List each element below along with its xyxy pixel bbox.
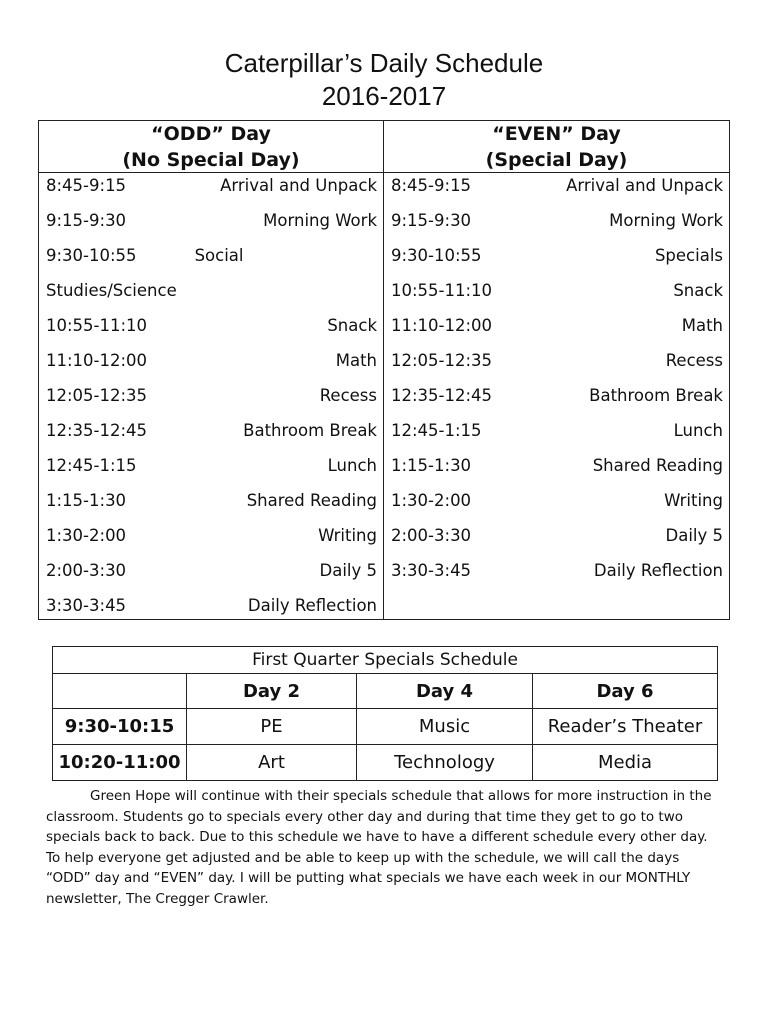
schedule-row <box>391 243 723 278</box>
specials-cell: Reader’s Theater <box>533 709 718 745</box>
schedule-activity: Social <box>194 246 244 265</box>
schedule-time: 1:15-1:30 <box>46 491 127 510</box>
schedule-time: 10:55-11:10 <box>391 281 493 300</box>
schedule-row <box>46 523 377 558</box>
schedule-time: 11:10-12:00 <box>46 351 148 370</box>
schedule-row <box>391 558 723 593</box>
odd-day-header <box>39 121 383 173</box>
specials-schedule-table <box>52 646 718 781</box>
specials-cell: Art <box>187 745 357 781</box>
specials-time-cell: 9:30-10:15 <box>53 709 187 745</box>
schedule-row <box>391 523 723 558</box>
schedule-time: 12:05-12:35 <box>391 351 493 370</box>
specials-cell: PE <box>187 709 357 745</box>
schedule-activity: Daily 5 <box>319 561 377 580</box>
schedule-activity: Recess <box>319 386 377 405</box>
page-title: Caterpillar’s Daily Schedule <box>224 48 544 78</box>
schedule-time: 2:00-3:30 <box>46 561 127 580</box>
even-day-heading: “EVEN” Day <box>492 123 621 145</box>
schedule-row <box>391 313 723 348</box>
schedule-activity: Writing <box>318 526 377 545</box>
schedule-activity: Morning Work <box>263 211 377 230</box>
odd-day-column <box>39 121 384 619</box>
specials-caption: First Quarter Specials Schedule <box>53 647 718 674</box>
schedule-row <box>391 453 723 488</box>
school-year: 2016-2017 <box>321 81 447 111</box>
schedule-activity: Bathroom Break <box>243 421 377 440</box>
schedule-time: 12:45-1:15 <box>391 421 482 440</box>
schedule-activity: Recess <box>665 351 723 370</box>
daily-schedule-table <box>38 120 730 620</box>
schedule-row <box>46 173 377 208</box>
schedule-time: 3:30-3:45 <box>391 561 472 580</box>
specials-day-header: Day 2 <box>187 674 357 709</box>
schedule-activity: Math <box>681 316 723 335</box>
schedule-row <box>46 453 377 488</box>
info-paragraph: Green Hope will continue with their specials schedule that allows for more instruction in the classroom. Students go to specials every other day and during that time they get to go to two specials back to back. Due to this schedule we have to have a different schedule every other day. To help everyone get adjusted and be able to keep up with the schedule, we will call the days “ODD” day and “EVEN” day. I will be putting what specials we have each week in our MONTHLY newsletter, The Cregger Crawler. <box>46 788 712 907</box>
schedule-time: 9:15-9:30 <box>391 211 472 230</box>
schedule-row <box>391 488 723 523</box>
specials-corner-cell <box>53 674 187 709</box>
schedule-time: 1:30-2:00 <box>391 491 472 510</box>
schedule-time: 8:45-9:15 <box>391 176 472 195</box>
schedule-activity: Shared Reading <box>592 456 723 475</box>
schedule-activity: Snack <box>673 281 723 300</box>
schedule-time: 9:30-10:55 <box>46 246 137 265</box>
schedule-row <box>46 208 377 243</box>
schedule-time: 12:05-12:35 <box>46 386 148 405</box>
even-day-header <box>384 121 729 173</box>
schedule-activity: Morning Work <box>609 211 723 230</box>
schedule-time: 9:30-10:55 <box>391 246 482 265</box>
schedule-time: 8:45-9:15 <box>46 176 127 195</box>
schedule-row <box>46 243 377 278</box>
schedule-row <box>391 383 723 418</box>
schedule-row <box>46 593 377 628</box>
schedule-row <box>391 173 723 208</box>
schedule-activity: Specials <box>654 246 723 265</box>
schedule-time: 10:55-11:10 <box>46 316 148 335</box>
schedule-time: 9:15-9:30 <box>46 211 127 230</box>
schedule-time: 2:00-3:30 <box>391 526 472 545</box>
schedule-row <box>46 383 377 418</box>
schedule-time: 12:45-1:15 <box>46 456 137 475</box>
schedule-activity: Daily Reflection <box>593 561 723 580</box>
schedule-time: 12:35-12:45 <box>391 386 493 405</box>
even-day-subheading: (Special Day) <box>485 149 628 171</box>
specials-day-header: Day 4 <box>357 674 533 709</box>
schedule-activity: Lunch <box>673 421 723 440</box>
specials-cell: Media <box>533 745 718 781</box>
schedule-activity: Lunch <box>327 456 377 475</box>
odd-day-subheading: (No Special Day) <box>122 149 300 171</box>
schedule-row <box>46 348 377 383</box>
odd-day-heading: “ODD” Day <box>151 123 271 145</box>
schedule-row <box>391 348 723 383</box>
schedule-time: 3:30-3:45 <box>46 596 127 615</box>
schedule-activity: Arrival and Unpack <box>566 176 723 195</box>
schedule-row <box>46 418 377 453</box>
odd-day-rows <box>39 173 383 628</box>
schedule-activity: Bathroom Break <box>589 386 723 405</box>
schedule-time: Studies/Science <box>46 281 177 300</box>
schedule-row <box>391 418 723 453</box>
schedule-activity: Daily 5 <box>665 526 723 545</box>
schedule-activity: Math <box>335 351 377 370</box>
schedule-activity: Snack <box>327 316 377 335</box>
schedule-row <box>46 488 377 523</box>
schedule-row <box>46 313 377 348</box>
schedule-row <box>46 558 377 593</box>
specials-cell: Music <box>357 709 533 745</box>
schedule-time: 1:30-2:00 <box>46 526 127 545</box>
schedule-row <box>46 278 377 313</box>
schedule-activity: Shared Reading <box>246 491 377 510</box>
schedule-row <box>391 208 723 243</box>
schedule-activity: Arrival and Unpack <box>220 176 377 195</box>
schedule-row <box>391 278 723 313</box>
schedule-time: 1:15-1:30 <box>391 456 472 475</box>
schedule-time: 12:35-12:45 <box>46 421 148 440</box>
specials-day-header: Day 6 <box>533 674 718 709</box>
specials-time-cell: 10:20-11:00 <box>53 745 187 781</box>
even-day-rows <box>384 173 729 593</box>
schedule-activity: Daily Reflection <box>247 596 377 615</box>
schedule-activity: Writing <box>664 491 723 510</box>
specials-cell: Technology <box>357 745 533 781</box>
schedule-time: 11:10-12:00 <box>391 316 493 335</box>
even-day-column <box>384 121 729 619</box>
